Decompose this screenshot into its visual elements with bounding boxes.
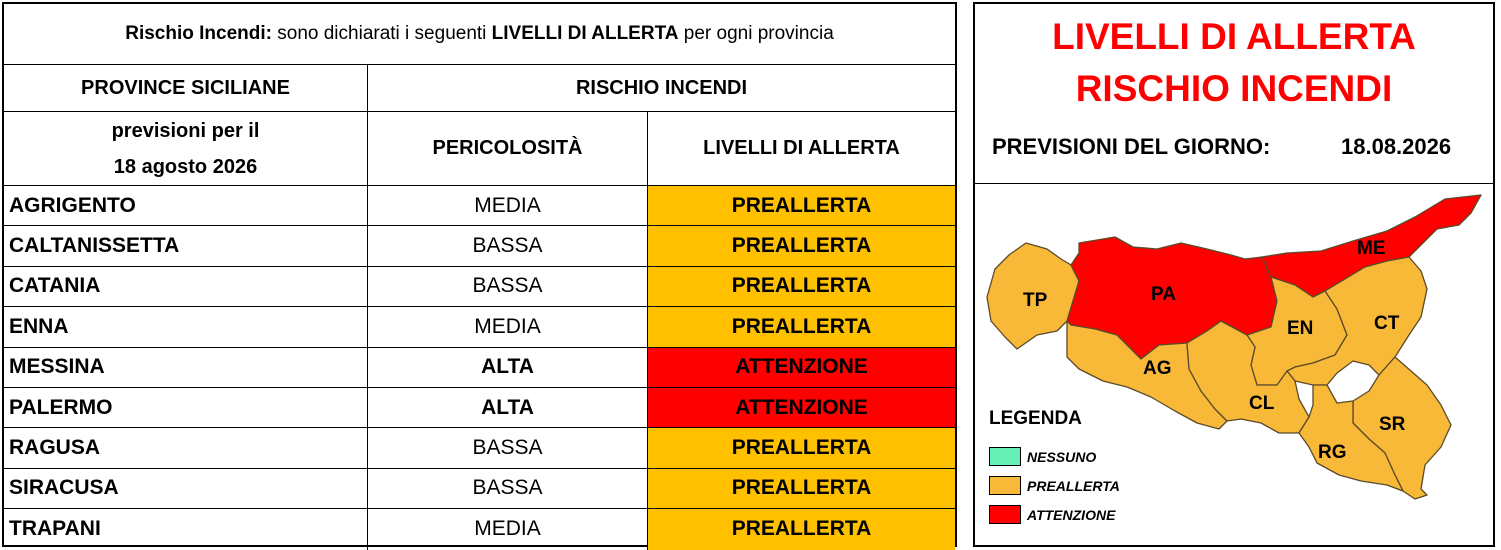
map-label-ME: ME — [1357, 238, 1386, 259]
map-label-AG: AG — [1143, 358, 1172, 379]
province-name: TRAPANI — [4, 509, 368, 549]
legend-swatch-attenzione — [989, 505, 1021, 524]
province-name: RAGUSA — [4, 428, 368, 467]
legend-label-none: NESSUNO — [1027, 448, 1097, 465]
danger-level: MEDIA — [368, 186, 648, 225]
danger-level: BASSA — [368, 226, 648, 265]
summary-header — [975, 4, 1493, 184]
table-row — [4, 307, 955, 347]
table-row — [4, 509, 955, 549]
alert-level: PREALLERTA — [648, 509, 955, 549]
alert-level: PREALLERTA — [648, 186, 955, 225]
alert-level: PREALLERTA — [648, 226, 955, 265]
legend-title: LEGENDA — [989, 408, 1082, 429]
danger-level: BASSA — [368, 267, 648, 306]
province-name: MESSINA — [4, 348, 368, 387]
province-name: CATANIA — [4, 267, 368, 306]
legend-label-preallerta: PREALLERTA — [1027, 477, 1120, 494]
danger-level: ALTA — [368, 348, 648, 387]
forecast-date: 18.08.2026 — [1341, 134, 1452, 159]
province-name: ENNA — [4, 307, 368, 346]
legend-item-attenzione — [989, 500, 1120, 529]
table-header-row-2 — [4, 112, 955, 186]
forecast-label: PREVISIONI DEL GIORNO: — [992, 134, 1271, 159]
danger-level: BASSA — [368, 469, 648, 508]
province-name: AGRIGENTO — [4, 186, 368, 225]
map-label-TP: TP — [1023, 290, 1048, 311]
province-name: SIRACUSA — [4, 469, 368, 508]
alert-level: ATTENZIONE — [648, 388, 955, 427]
column-header-danger: PERICOLOSITÀ — [368, 112, 648, 185]
map-label-EN: EN — [1287, 318, 1314, 339]
alert-level: ATTENZIONE — [648, 348, 955, 387]
map-label-CL: CL — [1249, 393, 1275, 414]
column-header-risk: RISCHIO INCENDI — [575, 76, 748, 99]
danger-level: ALTA — [368, 388, 648, 427]
title-bold-levels: LIVELLI DI ALLERTA — [491, 23, 679, 44]
column-header-alert: LIVELLI DI ALLERTA — [703, 137, 900, 159]
title-bold-label: Rischio Incendi: — [125, 23, 272, 44]
legend — [989, 408, 1120, 529]
table-row — [4, 469, 955, 509]
table-row — [4, 428, 955, 468]
column-header-provinces: PROVINCE SICILIANE — [4, 65, 368, 111]
map-label-PA: PA — [1151, 284, 1176, 305]
map-label-SR: SR — [1379, 414, 1406, 435]
legend-item-preallerta — [989, 471, 1120, 500]
alert-level: PREALLERTA — [648, 307, 955, 346]
forecast-line-2: 18 agosto 2026 — [113, 155, 258, 178]
map-label-CT: CT — [1374, 313, 1400, 334]
alert-level: PREALLERTA — [648, 469, 955, 508]
danger-level: BASSA — [368, 428, 648, 467]
legend-swatch-preallerta — [989, 476, 1021, 495]
title-text-end: per ogni provincia — [678, 23, 834, 44]
table-row — [4, 267, 955, 307]
province-name: CALTANISSETTA — [4, 226, 368, 265]
legend-label-attenzione: ATTENZIONE — [1027, 506, 1116, 523]
title-text: sono dichiarati i seguenti — [271, 23, 492, 44]
table-row — [4, 186, 955, 226]
summary-title-1: LIVELLI DI ALLERTA — [1052, 16, 1416, 57]
alert-level: PREALLERTA — [648, 428, 955, 467]
danger-level: MEDIA — [368, 509, 648, 549]
table-title — [4, 4, 955, 65]
forecast-date-header — [4, 112, 368, 185]
danger-level: MEDIA — [368, 307, 648, 346]
legend-item-none — [989, 442, 1120, 471]
alert-table — [2, 2, 957, 547]
summary-title-2: RISCHIO INCENDI — [1075, 68, 1393, 109]
alert-summary-panel — [973, 2, 1495, 547]
alert-level: PREALLERTA — [648, 267, 955, 306]
table-row — [4, 388, 955, 428]
map-label-RG: RG — [1318, 442, 1347, 463]
forecast-line-1: previsioni per il — [111, 119, 260, 142]
province-name: PALERMO — [4, 388, 368, 427]
table-row — [4, 348, 955, 388]
table-header-row-1 — [4, 65, 955, 112]
table-row — [4, 226, 955, 266]
legend-swatch-none — [989, 447, 1021, 466]
